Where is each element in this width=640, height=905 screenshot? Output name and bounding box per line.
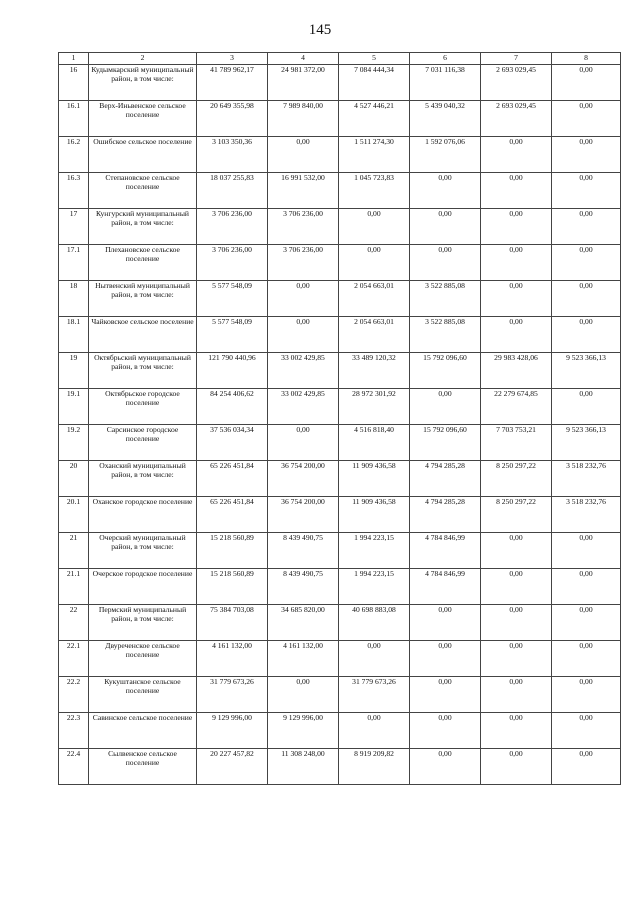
value-col-3: 121 790 440,96 <box>197 353 268 389</box>
value-col-3: 3 706 236,00 <box>197 245 268 281</box>
value-col-7: 0,00 <box>481 569 552 605</box>
value-col-6: 4 794 285,28 <box>410 461 481 497</box>
value-col-3: 37 536 034,34 <box>197 425 268 461</box>
table-body <box>59 65 621 785</box>
value-col-3: 18 037 255,83 <box>197 173 268 209</box>
row-number: 22.1 <box>59 641 89 677</box>
value-col-8: 0,00 <box>552 605 621 641</box>
value-col-8: 0,00 <box>552 389 621 425</box>
row-number: 22.3 <box>59 713 89 749</box>
value-col-3: 84 254 406,62 <box>197 389 268 425</box>
row-number: 22.2 <box>59 677 89 713</box>
value-col-8: 0,00 <box>552 137 621 173</box>
table-row <box>59 497 621 533</box>
municipality-name: Очерское городское поселение <box>89 569 197 605</box>
value-col-3: 20 649 355,98 <box>197 101 268 137</box>
value-col-4: 33 002 429,85 <box>268 353 339 389</box>
value-col-8: 0,00 <box>552 173 621 209</box>
row-number: 20.1 <box>59 497 89 533</box>
value-col-8: 0,00 <box>552 677 621 713</box>
value-col-5: 2 054 663,01 <box>339 281 410 317</box>
value-col-7: 0,00 <box>481 209 552 245</box>
table-row <box>59 317 621 353</box>
municipality-name: Октябрьский муниципальный район, в том числе: <box>89 353 197 389</box>
budget-table <box>58 52 621 785</box>
value-col-7: 2 693 029,45 <box>481 101 552 137</box>
value-col-6: 0,00 <box>410 605 481 641</box>
value-col-3: 20 227 457,82 <box>197 749 268 785</box>
value-col-4: 0,00 <box>268 425 339 461</box>
value-col-4: 11 308 248,00 <box>268 749 339 785</box>
value-col-8: 0,00 <box>552 317 621 353</box>
municipality-name: Оханский муниципальный район, в том числе: <box>89 461 197 497</box>
row-number: 18 <box>59 281 89 317</box>
value-col-7: 0,00 <box>481 533 552 569</box>
value-col-8: 0,00 <box>552 641 621 677</box>
value-col-8: 0,00 <box>552 209 621 245</box>
row-number: 19.2 <box>59 425 89 461</box>
value-col-7: 29 983 428,06 <box>481 353 552 389</box>
value-col-7: 0,00 <box>481 713 552 749</box>
value-col-6: 0,00 <box>410 245 481 281</box>
value-col-4: 8 439 490,75 <box>268 533 339 569</box>
table-row <box>59 641 621 677</box>
municipality-name: Сылвенское сельское поселение <box>89 749 197 785</box>
value-col-6: 0,00 <box>410 713 481 749</box>
value-col-8: 0,00 <box>552 281 621 317</box>
table-row <box>59 605 621 641</box>
row-number: 20 <box>59 461 89 497</box>
value-col-8: 0,00 <box>552 533 621 569</box>
municipality-name: Степановское сельское поселение <box>89 173 197 209</box>
value-col-5: 0,00 <box>339 209 410 245</box>
municipality-name: Кукуштанское сельское поселение <box>89 677 197 713</box>
value-col-8: 0,00 <box>552 713 621 749</box>
value-col-7: 0,00 <box>481 605 552 641</box>
value-col-4: 9 129 996,00 <box>268 713 339 749</box>
value-col-5: 1 511 274,30 <box>339 137 410 173</box>
value-col-3: 3 706 236,00 <box>197 209 268 245</box>
value-col-6: 4 784 846,99 <box>410 569 481 605</box>
header-col-1: 1 <box>59 53 89 65</box>
table-row <box>59 425 621 461</box>
value-col-6: 3 522 885,08 <box>410 317 481 353</box>
value-col-5: 1 994 223,15 <box>339 533 410 569</box>
value-col-8: 0,00 <box>552 101 621 137</box>
value-col-5: 11 909 436,58 <box>339 461 410 497</box>
municipality-name: Пермский муниципальный район, в том числе: <box>89 605 197 641</box>
table-row <box>59 245 621 281</box>
value-col-3: 41 789 962,17 <box>197 65 268 101</box>
row-number: 19.1 <box>59 389 89 425</box>
value-col-7: 22 279 674,85 <box>481 389 552 425</box>
value-col-5: 1 994 223,15 <box>339 569 410 605</box>
page-number: 145 <box>308 22 332 38</box>
table-row <box>59 749 621 785</box>
value-col-6: 4 794 285,28 <box>410 497 481 533</box>
table-row <box>59 353 621 389</box>
value-col-6: 0,00 <box>410 677 481 713</box>
row-number: 22 <box>59 605 89 641</box>
header-col-5: 5 <box>339 53 410 65</box>
value-col-8: 0,00 <box>552 245 621 281</box>
value-col-4: 0,00 <box>268 281 339 317</box>
value-col-8: 0,00 <box>552 749 621 785</box>
municipality-name: Савинское сельское поселение <box>89 713 197 749</box>
table-row <box>59 173 621 209</box>
municipality-name: Нытвенский муниципальный район, в том числе: <box>89 281 197 317</box>
value-col-4: 34 685 820,00 <box>268 605 339 641</box>
value-col-6: 0,00 <box>410 389 481 425</box>
value-col-4: 16 991 532,00 <box>268 173 339 209</box>
table-row <box>59 209 621 245</box>
value-col-7: 0,00 <box>481 245 552 281</box>
value-col-8: 9 523 366,13 <box>552 425 621 461</box>
value-col-6: 3 522 885,08 <box>410 281 481 317</box>
row-number: 16.1 <box>59 101 89 137</box>
row-number: 19 <box>59 353 89 389</box>
value-col-8: 3 518 232,76 <box>552 497 621 533</box>
value-col-3: 9 129 996,00 <box>197 713 268 749</box>
header-col-3: 3 <box>197 53 268 65</box>
value-col-3: 4 161 132,00 <box>197 641 268 677</box>
value-col-5: 7 084 444,34 <box>339 65 410 101</box>
value-col-6: 0,00 <box>410 749 481 785</box>
row-number: 22.4 <box>59 749 89 785</box>
value-col-5: 0,00 <box>339 641 410 677</box>
value-col-3: 65 226 451,84 <box>197 497 268 533</box>
table-row <box>59 461 621 497</box>
value-col-6: 0,00 <box>410 641 481 677</box>
value-col-3: 5 577 548,09 <box>197 281 268 317</box>
value-col-7: 0,00 <box>481 677 552 713</box>
value-col-5: 4 516 818,40 <box>339 425 410 461</box>
value-col-5: 0,00 <box>339 713 410 749</box>
table-row <box>59 569 621 605</box>
value-col-4: 33 002 429,85 <box>268 389 339 425</box>
value-col-7: 7 703 753,21 <box>481 425 552 461</box>
value-col-4: 0,00 <box>268 677 339 713</box>
value-col-4: 7 989 840,00 <box>268 101 339 137</box>
value-col-5: 33 489 120,32 <box>339 353 410 389</box>
value-col-4: 3 706 236,00 <box>268 209 339 245</box>
value-col-6: 15 792 096,60 <box>410 425 481 461</box>
row-number: 16.2 <box>59 137 89 173</box>
municipality-name: Кудымкарский муниципальный район, в том числе: <box>89 65 197 101</box>
value-col-6: 1 592 076,06 <box>410 137 481 173</box>
value-col-3: 65 226 451,84 <box>197 461 268 497</box>
header-col-7: 7 <box>481 53 552 65</box>
value-col-3: 3 103 350,36 <box>197 137 268 173</box>
table-row <box>59 389 621 425</box>
value-col-8: 9 523 366,13 <box>552 353 621 389</box>
value-col-4: 24 981 372,00 <box>268 65 339 101</box>
value-col-5: 0,00 <box>339 245 410 281</box>
header-row <box>59 53 621 65</box>
row-number: 21 <box>59 533 89 569</box>
table-row <box>59 137 621 173</box>
value-col-6: 4 784 846,99 <box>410 533 481 569</box>
value-col-5: 1 045 723,83 <box>339 173 410 209</box>
table-row <box>59 713 621 749</box>
value-col-7: 0,00 <box>481 641 552 677</box>
value-col-4: 3 706 236,00 <box>268 245 339 281</box>
value-col-7: 8 250 297,22 <box>481 497 552 533</box>
value-col-8: 0,00 <box>552 569 621 605</box>
value-col-5: 4 527 446,21 <box>339 101 410 137</box>
value-col-7: 0,00 <box>481 317 552 353</box>
value-col-6: 0,00 <box>410 209 481 245</box>
value-col-7: 8 250 297,22 <box>481 461 552 497</box>
table-row <box>59 281 621 317</box>
value-col-4: 36 754 200,00 <box>268 497 339 533</box>
table-row <box>59 101 621 137</box>
value-col-4: 0,00 <box>268 317 339 353</box>
value-col-6: 5 439 040,32 <box>410 101 481 137</box>
table-row <box>59 677 621 713</box>
municipality-name: Ошибское сельское поселение <box>89 137 197 173</box>
municipality-name: Чайковское сельское поселение <box>89 317 197 353</box>
value-col-7: 0,00 <box>481 173 552 209</box>
header-col-4: 4 <box>268 53 339 65</box>
value-col-5: 31 779 673,26 <box>339 677 410 713</box>
row-number: 16.3 <box>59 173 89 209</box>
municipality-name: Октябрьское городское поселение <box>89 389 197 425</box>
value-col-8: 0,00 <box>552 65 621 101</box>
header-col-8: 8 <box>552 53 621 65</box>
row-number: 21.1 <box>59 569 89 605</box>
value-col-5: 11 909 436,58 <box>339 497 410 533</box>
municipality-name: Верх-Иньвенское сельское поселение <box>89 101 197 137</box>
value-col-7: 0,00 <box>481 137 552 173</box>
table-row <box>59 533 621 569</box>
row-number: 16 <box>59 65 89 101</box>
row-number: 18.1 <box>59 317 89 353</box>
value-col-5: 40 698 883,08 <box>339 605 410 641</box>
value-col-7: 0,00 <box>481 749 552 785</box>
value-col-5: 28 972 301,92 <box>339 389 410 425</box>
value-col-7: 2 693 029,45 <box>481 65 552 101</box>
value-col-5: 2 054 663,01 <box>339 317 410 353</box>
value-col-6: 7 031 116,38 <box>410 65 481 101</box>
row-number: 17.1 <box>59 245 89 281</box>
header-col-6: 6 <box>410 53 481 65</box>
value-col-3: 15 218 560,89 <box>197 533 268 569</box>
table-row <box>59 65 621 101</box>
row-number: 17 <box>59 209 89 245</box>
municipality-name: Плехановское сельское поселение <box>89 245 197 281</box>
value-col-8: 3 518 232,76 <box>552 461 621 497</box>
municipality-name: Сарсинское городское поселение <box>89 425 197 461</box>
header-col-2: 2 <box>89 53 197 65</box>
value-col-3: 15 218 560,89 <box>197 569 268 605</box>
value-col-4: 36 754 200,00 <box>268 461 339 497</box>
value-col-3: 5 577 548,09 <box>197 317 268 353</box>
value-col-3: 75 384 703,08 <box>197 605 268 641</box>
value-col-6: 0,00 <box>410 173 481 209</box>
value-col-4: 4 161 132,00 <box>268 641 339 677</box>
value-col-7: 0,00 <box>481 281 552 317</box>
value-col-5: 8 919 209,82 <box>339 749 410 785</box>
municipality-name: Двуреченское сельское поселение <box>89 641 197 677</box>
value-col-6: 15 792 096,60 <box>410 353 481 389</box>
municipality-name: Кунгурский муниципальный район, в том числе: <box>89 209 197 245</box>
value-col-4: 8 439 490,75 <box>268 569 339 605</box>
value-col-4: 0,00 <box>268 137 339 173</box>
value-col-3: 31 779 673,26 <box>197 677 268 713</box>
municipality-name: Оханское городское поселение <box>89 497 197 533</box>
municipality-name: Очерский муниципальный район, в том числе: <box>89 533 197 569</box>
